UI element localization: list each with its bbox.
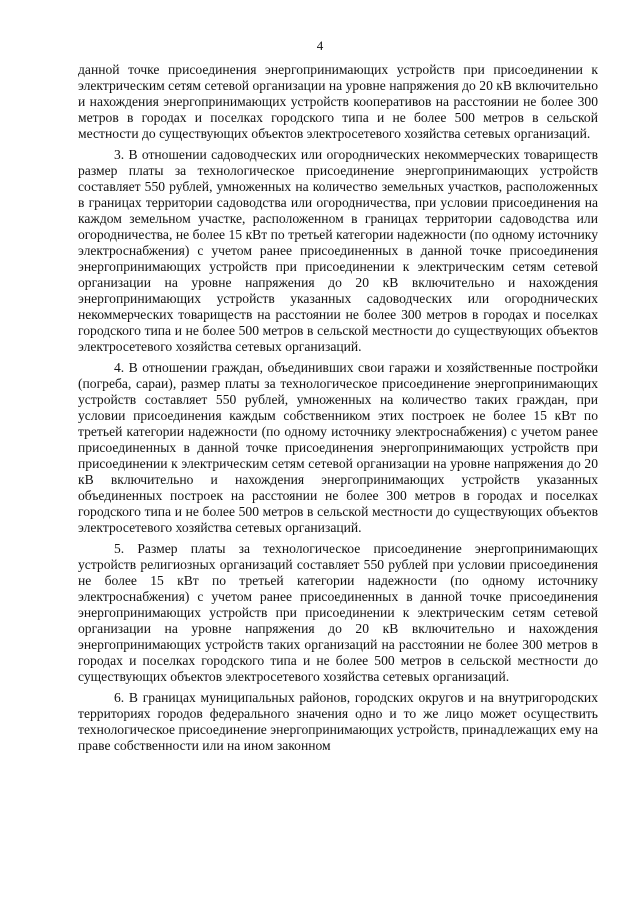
paragraph-item-6: 6. В границах муниципальных районов, городских округов и на внутригородских территориях городов федерального значения одно и то же лицо может осуществить технологическое присоединение энергопринимающих устройств, принадлежащих ему на праве собственности или на ином законном [78, 690, 598, 753]
paragraph-continuation: данной точке присоединения энергопринимающих устройств при присоединении к электрическим сетям сетевой организации на уровне напряжения до 20 кВ включительно и нахождения энергопринимающих устройств кооперативов на расстоянии не более 300 метров в городах и поселках городского типа и не более 500 метров в сельской местности до существующих объектов электросетевого хозяйства сетевых организаций. [78, 62, 598, 141]
page-number: 4 [316, 38, 324, 53]
paragraph-item-5: 5. Размер платы за технологическое присоединение энергопринимающих устройств религиозных организаций составляет 550 рублей при условии присоединения не более 15 кВт по третьей категории надежности (по одному источнику электроснабжения) с учетом ранее присоединенных в данной точке присоединения энергопринимающих устройств при присоединении к электрическим сетям сетевой организации на уровне напряжения до 20 кВ включительно и нахождения энергопринимающих устройств таких организаций на расстоянии не более 300 метров в городах и поселках городского типа и не более 500 метров в сельской местности до существующих объектов электросетевого хозяйства сетевых организаций. [78, 541, 598, 684]
document-body [78, 62, 598, 759]
paragraph-item-3: 3. В отношении садоводческих или огороднических некоммерческих товариществ размер платы за технологическое присоединение энергопринимающих устройств составляет 550 рублей, умноженных на количество земельных участков, расположенных в границах территории садоводства или огородничества, при условии присоединения на каждом земельном участке, расположенном в границах территории садоводства или огородничества, не более 15 кВт по третьей категории надежности (по одному источнику электроснабжения) с учетом ранее присоединенных в данной точке присоединения энергопринимающих устройств при присоединении к электрическим сетям сетевой организации на уровне напряжения до 20 кВ включительно и нахождения энергопринимающих устройств указанных садоводческих или огороднических некоммерческих товариществ на расстоянии не более 300 метров в городах и поселках городского типа и не более 500 метров в сельской местности до существующих объектов электросетевого хозяйства сетевых организаций. [78, 147, 598, 354]
paragraph-item-4: 4. В отношении граждан, объединивших свои гаражи и хозяйственные постройки (погреба, сараи), размер платы за технологическое присоединение энергопринимающих устройств составляет 550 рублей, умноженных на количество таких граждан, при условии присоединения каждым собственником этих построек не более 15 кВт по третьей категории надежности (по одному источнику электроснабжения) с учетом ранее присоединенных в данной точке присоединения энергопринимающих устройств при присоединении к электрическим сетям сетевой организации на уровне напряжения до 20 кВ включительно и нахождения энергопринимающих устройств указанных объединенных построек на расстоянии не более 300 метров в городах и поселках городского типа и не более 500 метров в сельской местности до существующих объектов электросетевого хозяйства сетевых организаций. [78, 360, 598, 535]
